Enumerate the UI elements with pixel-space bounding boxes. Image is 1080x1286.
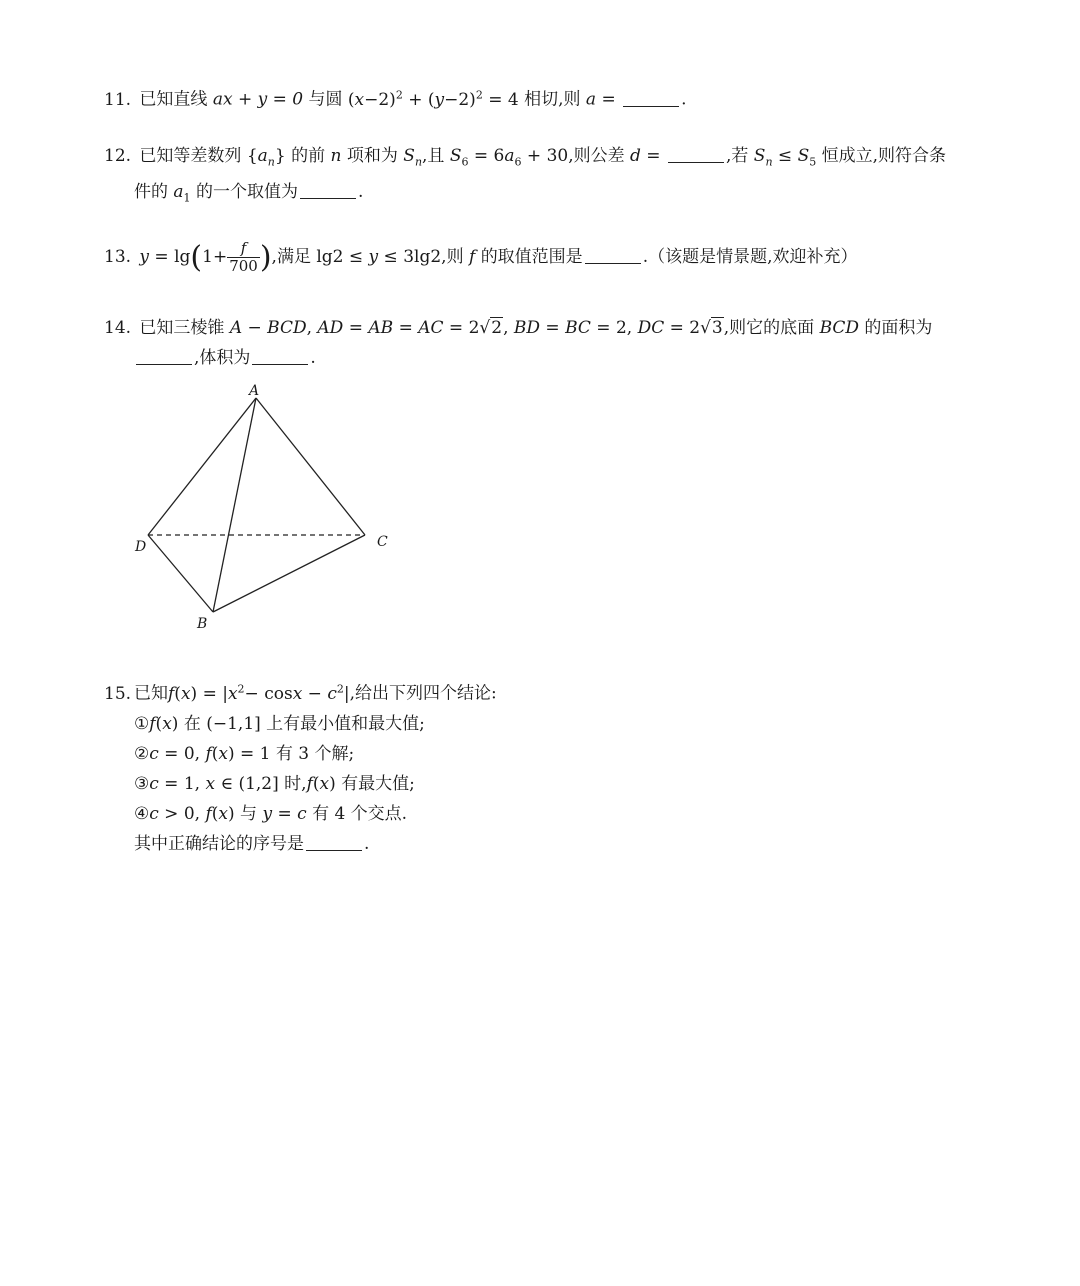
label-C: C: [377, 534, 388, 550]
fraction: $\frac{f}{700}$: [229, 239, 258, 275]
question-13: 13. y = lg(1+ $\frac{f}{700}$ ),满足 lg2 ≤ y ≤ 3lg2,则 f 的取值范围是 .（该题是情景题,欢迎补充）: [104, 239, 858, 275]
edge-AB: [213, 398, 256, 612]
answer-blank[interactable]: [252, 348, 308, 365]
line-equation: ax + y = 0: [212, 89, 304, 110]
question-number: 13.: [104, 247, 132, 267]
edge-DB: [148, 535, 213, 612]
question-number: 12.: [104, 146, 132, 166]
label-A: A: [249, 383, 260, 399]
conclusion-4: ④c > 0, f(x) 与 y = c 有 4 个交点.: [134, 803, 408, 824]
conclusion-1: ①f(x) 在 (−1,1] 上有最小值和最大值;: [134, 713, 425, 734]
answer-blank[interactable]: [306, 834, 362, 851]
label-D: D: [135, 539, 147, 555]
conclusion-2: ②c = 0, f(x) = 1 有 3 个解;: [134, 743, 355, 764]
question-15: 15. 已知$f(x) = |x^2- \cos x - c^2|$,给出下列四个结论: ①f(x) 在 (−1,1] 上有最小值和最大值; ②c = 0, f(x) = 1 有 3 个解; ③c = 1, x ∈ (1,2] 时,f(x) 有最大值; ④c > 0, f(x) 与 y = c 有 4 个交点. 其中正确结论的序号是 .: [104, 674, 497, 859]
answer-blank[interactable]: [668, 146, 724, 163]
tetrahedron-figure: [125, 378, 405, 638]
question-11: 11. 已知直线 ax + y = 0 与圆 $(x-2)^2 + (y-2)^2 = 4$ 相切,则 a = .: [104, 80, 687, 115]
edge-BC: [213, 535, 365, 612]
question-14: 14. 已知三棱锥 A − BCD, AD = AB = AC = 2√2, BD = BC = 2, DC = 2√3,则它的底面 BCD 的面积为 ,体积为 .: [104, 313, 932, 373]
answer-blank[interactable]: [300, 182, 356, 199]
question-number: 14.: [104, 318, 132, 338]
conclusion-3: ③c = 1, x ∈ (1,2] 时,f(x) 有最大值;: [134, 773, 415, 794]
question-number: 11.: [104, 89, 132, 110]
question-12: 12. 已知等差数列 $\{a_n\}$ 的前 n 项和为 $S_n$,且 $S_6 = 6a_6 + 30$,则公差 d = ,若 $S_n \le S_5$ 恒成立,则符合条 件的 $a_1$ 的一个取值为 .: [104, 141, 946, 214]
answer-blank[interactable]: [623, 90, 679, 107]
answer-blank[interactable]: [585, 247, 641, 264]
function-definition: $f(x) = |x^2- \cos x - c^2|$: [168, 682, 350, 704]
label-B: B: [197, 616, 208, 632]
question-number: 15.: [104, 683, 132, 704]
answer-blank[interactable]: [136, 348, 192, 365]
edge-AD: [148, 398, 256, 535]
edge-AC: [256, 398, 365, 535]
circle-equation: $(x-2)^2 + (y-2)^2 = 4$: [347, 88, 519, 110]
